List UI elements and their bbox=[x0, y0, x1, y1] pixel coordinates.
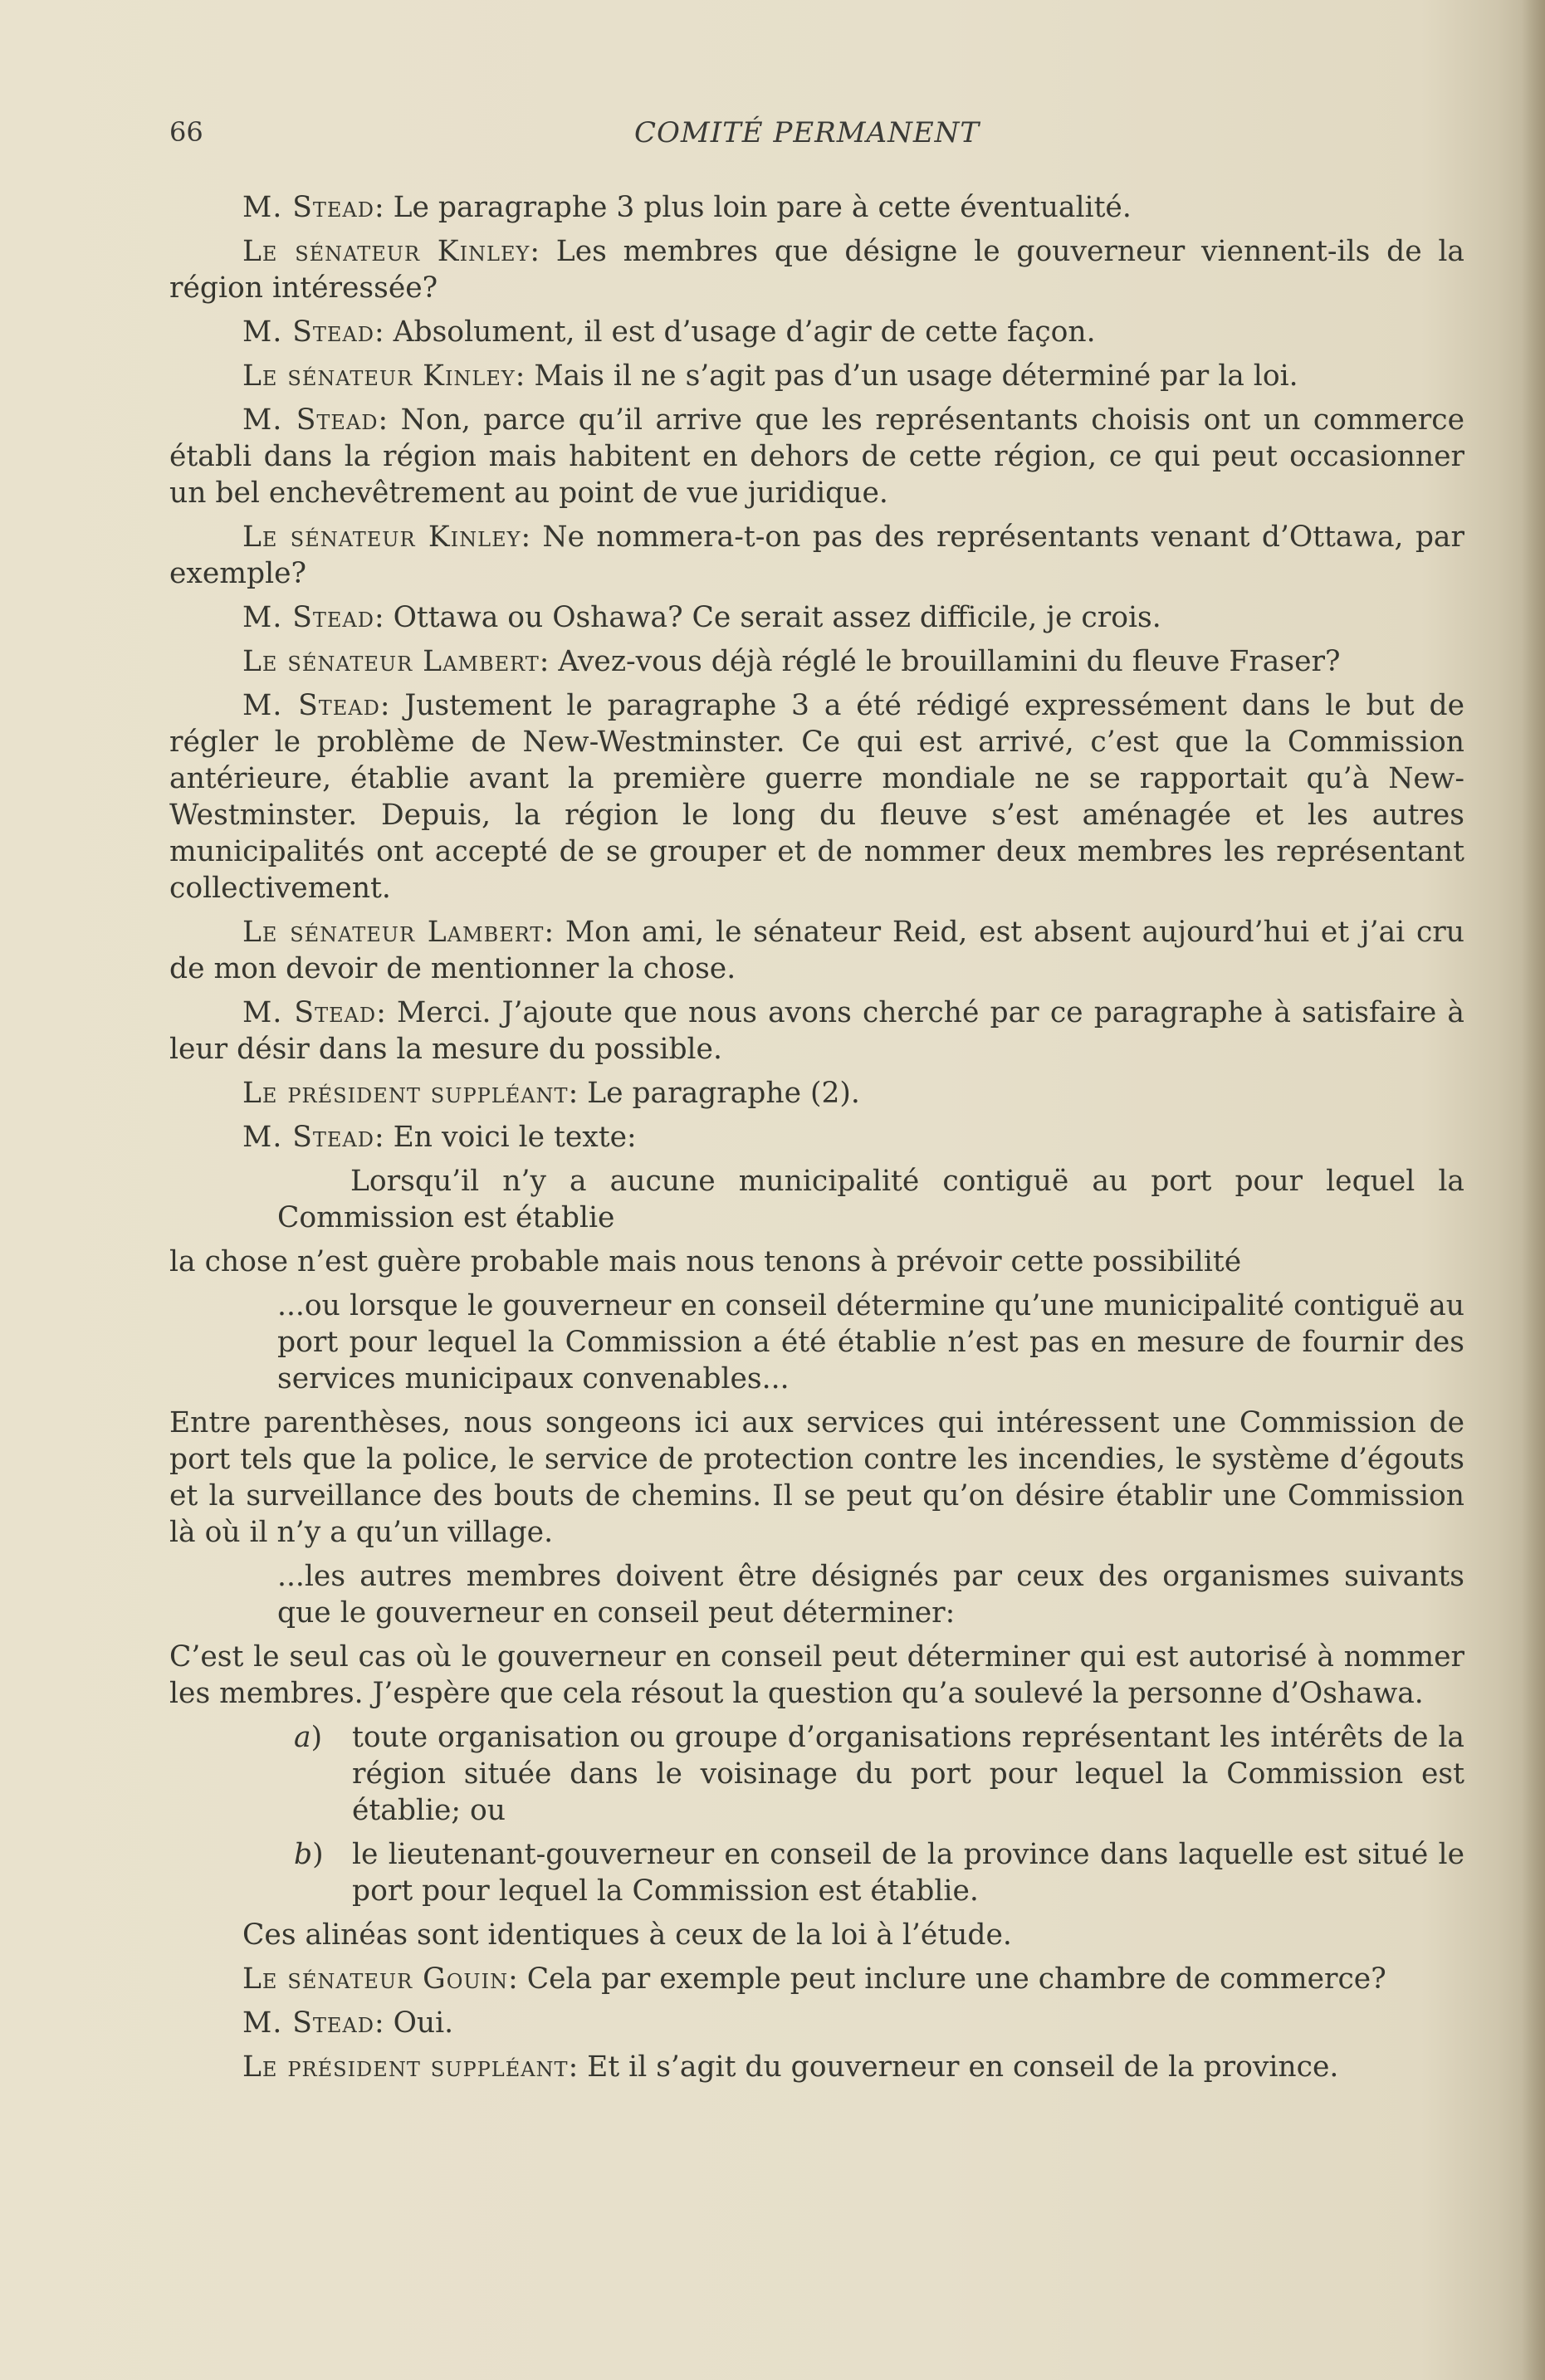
paragraph: Le sénateur Kinley: Mais il ne s’agit pas d’un usage déterminé par la loi. bbox=[242, 359, 1298, 393]
speaker: M. Stead bbox=[242, 403, 379, 437]
speaker: Le président suppléant bbox=[242, 1077, 569, 1110]
paragraph: la chose n’est guère probable mais nous tenons à prévoir cette possibilité bbox=[169, 1245, 1242, 1278]
paragraph: M. Stead: Oui. bbox=[242, 2006, 454, 2040]
list-item bbox=[294, 1719, 1464, 1829]
speaker: Le sénateur Lambert bbox=[242, 645, 540, 678]
speaker: M. Stead bbox=[242, 601, 374, 634]
paragraph: Le président suppléant: Le paragraphe (2). bbox=[242, 1077, 860, 1110]
speech: Et il s’agit du gouverneur en conseil de la province. bbox=[587, 2050, 1339, 2084]
speech: Ottawa ou Oshawa? Ce serait assez difficile, je crois. bbox=[393, 601, 1161, 634]
paragraph: Entre parenthèses, nous songeons ici aux services qui intéressent une Commission de port tels que la police, le service de protection contre les incendies, le système d’égouts et la surveillance des bouts de chemins. Il se peut qu’on désire établir une Commission là où il n’y a qu’un village. bbox=[169, 1406, 1464, 1549]
paragraph: C’est le seul cas où le gouverneur en conseil peut déterminer qui est autorisé à nommer les membres. J’espère que cela résout la question qu’a soulevé la personne d’Oshawa. bbox=[169, 1640, 1464, 1710]
paragraph: M. Stead: Ottawa ou Oshawa? Ce serait assez difficile, je crois. bbox=[242, 601, 1161, 634]
speaker: M. Stead bbox=[242, 191, 374, 224]
quoted-text: ...les autres membres doivent être désignés par ceux des organismes suivants que le gouverneur en conseil peut déterminer: bbox=[277, 1560, 1464, 1630]
book-spine-shadow bbox=[1522, 0, 1545, 2380]
paragraph: M. Stead: Le paragraphe 3 plus loin pare à cette éventualité. bbox=[242, 191, 1132, 224]
paragraph: M. Stead: En voici le texte: bbox=[242, 1121, 637, 1154]
speech: Mon ami, le sénateur Reid, est absent aujourd’hui et j’ai cru de mon devoir de mentionner la chose. bbox=[169, 916, 1465, 985]
speech: Oui. bbox=[393, 2006, 454, 2040]
paragraph: M. Stead: Justement le paragraphe 3 a été rédigé expressément dans le but de régler le problème de New-Westminster. Ce qui est arrivé, c’est que la Commission antérieure, établie avant la première guerre mondiale ne se rapportait qu’à New-Westminster. Depuis, la région le long du fleuve s’est aménagée et les autres municipalités ont accepté de se grouper et de nommer deux membres les représentant collectivement. bbox=[169, 689, 1464, 905]
quoted-text: ...ou lorsque le gouverneur en conseil détermine qu’une municipalité contiguë au port pour lequel la Commission a été établie n’est pas en mesure de fournir des services municipaux convenables... bbox=[277, 1289, 1464, 1395]
item-label: a) bbox=[294, 1721, 323, 1754]
speaker: Le sénateur Kinley bbox=[242, 235, 530, 268]
page-number: 66 bbox=[169, 116, 203, 148]
paragraph: Le sénateur Gouin: Cela par exemple peut inclure une chambre de commerce? bbox=[242, 1962, 1386, 1996]
speech: Absolument, il est d’usage d’agir de cette façon. bbox=[393, 315, 1096, 349]
item-text: toute organisation ou groupe d’organisations représentant les intérêts de la région située dans le voisinage du port pour lequel la Commission est établie; ou bbox=[352, 1721, 1464, 1827]
speech: Le paragraphe (2). bbox=[587, 1077, 860, 1110]
quoted-text: Lorsqu’il n’y a aucune municipalité contiguë au port pour lequel la Commission est établie bbox=[277, 1165, 1464, 1234]
speech: Mais il ne s’agit pas d’un usage déterminé par la loi. bbox=[534, 359, 1298, 393]
item-label: b) bbox=[294, 1838, 324, 1871]
speaker: Le sénateur Lambert bbox=[242, 916, 545, 949]
list-item bbox=[294, 1836, 1464, 1909]
speech: Ne nommera-t-on pas des représentants venant d’Ottawa, par exemple? bbox=[169, 520, 1464, 590]
running-head: COMITÉ PERMANENT bbox=[634, 116, 980, 149]
paragraph: Le sénateur Lambert: Mon ami, le sénateur Reid, est absent aujourd’hui et j’ai cru de mon devoir de mentionner la chose. bbox=[169, 916, 1465, 985]
speaker: Le sénateur Gouin bbox=[242, 1962, 509, 1996]
speech: Avez-vous déjà réglé le brouillamini du fleuve Fraser? bbox=[558, 645, 1341, 678]
speaker: M. Stead bbox=[242, 689, 380, 722]
speech: En voici le texte: bbox=[393, 1121, 637, 1154]
speaker: M. Stead bbox=[242, 1121, 374, 1154]
speaker: M. Stead bbox=[242, 2006, 374, 2040]
paragraph: Le sénateur Kinley: Les membres que désigne le gouverneur viennent-ils de la région intéressée? bbox=[169, 235, 1464, 305]
speech: Les membres que désigne le gouverneur viennent-ils de la région intéressée? bbox=[169, 235, 1464, 305]
paragraph: Ces alinéas sont identiques à ceux de la loi à l’étude. bbox=[242, 1918, 1012, 1952]
speaker: Le sénateur Kinley bbox=[242, 520, 521, 554]
paragraph: M. Stead: Absolument, il est d’usage d’agir de cette façon. bbox=[242, 315, 1096, 349]
speaker: Le président suppléant bbox=[242, 2050, 569, 2084]
paragraph: M. Stead: Non, parce qu’il arrive que les représentants choisis ont un commerce établi dans la région mais habitent en dehors de cette région, ce qui peut occasionner un bel enchevêtrement au point de vue juridique. bbox=[169, 403, 1465, 510]
speaker: Le sénateur Kinley bbox=[242, 359, 516, 393]
speaker: M. Stead bbox=[242, 315, 374, 349]
speech: Le paragraphe 3 plus loin pare à cette éventualité. bbox=[393, 191, 1132, 224]
item-text: le lieutenant-gouverneur en conseil de la province dans laquelle est situé le port pour lequel la Commission est établie. bbox=[352, 1838, 1464, 1908]
paragraph: Le président suppléant: Et il s’agit du gouverneur en conseil de la province. bbox=[242, 2050, 1339, 2084]
speech: Justement le paragraphe 3 a été rédigé expressément dans le but de régler le problème de New-Westminster. Ce qui est arrivé, c’est que la Commission antérieure, établie avant la première guerre mondiale ne se rapportait qu’à New-Westminster. Depuis, la région le long du fleuve s’est aménagée et les autres municipalités ont accepté de se grouper et de nommer deux membres les représentant collectivement. bbox=[169, 689, 1464, 905]
transcript-text bbox=[169, 189, 1464, 2093]
speech: Merci. J’ajoute que nous avons cherché par ce paragraphe à satisfaire à leur désir dans la mesure du possible. bbox=[169, 996, 1465, 1066]
paragraph: Le sénateur Lambert: Avez-vous déjà réglé le brouillamini du fleuve Fraser? bbox=[242, 645, 1341, 678]
page-header bbox=[169, 113, 1464, 154]
speaker: M. Stead bbox=[242, 996, 377, 1029]
speech: Non, parce qu’il arrive que les représentants choisis ont un commerce établi dans la région mais habitent en dehors de cette région, ce qui peut occasionner un bel enchevêtrement au point de vue juridique. bbox=[169, 403, 1465, 510]
paragraph: M. Stead: Merci. J’ajoute que nous avons cherché par ce paragraphe à satisfaire à leur désir dans la mesure du possible. bbox=[169, 996, 1465, 1066]
paragraph: Le sénateur Kinley: Ne nommera-t-on pas des représentants venant d’Ottawa, par exemple? bbox=[169, 520, 1464, 590]
speech: Cela par exemple peut inclure une chambre de commerce? bbox=[526, 1962, 1386, 1996]
